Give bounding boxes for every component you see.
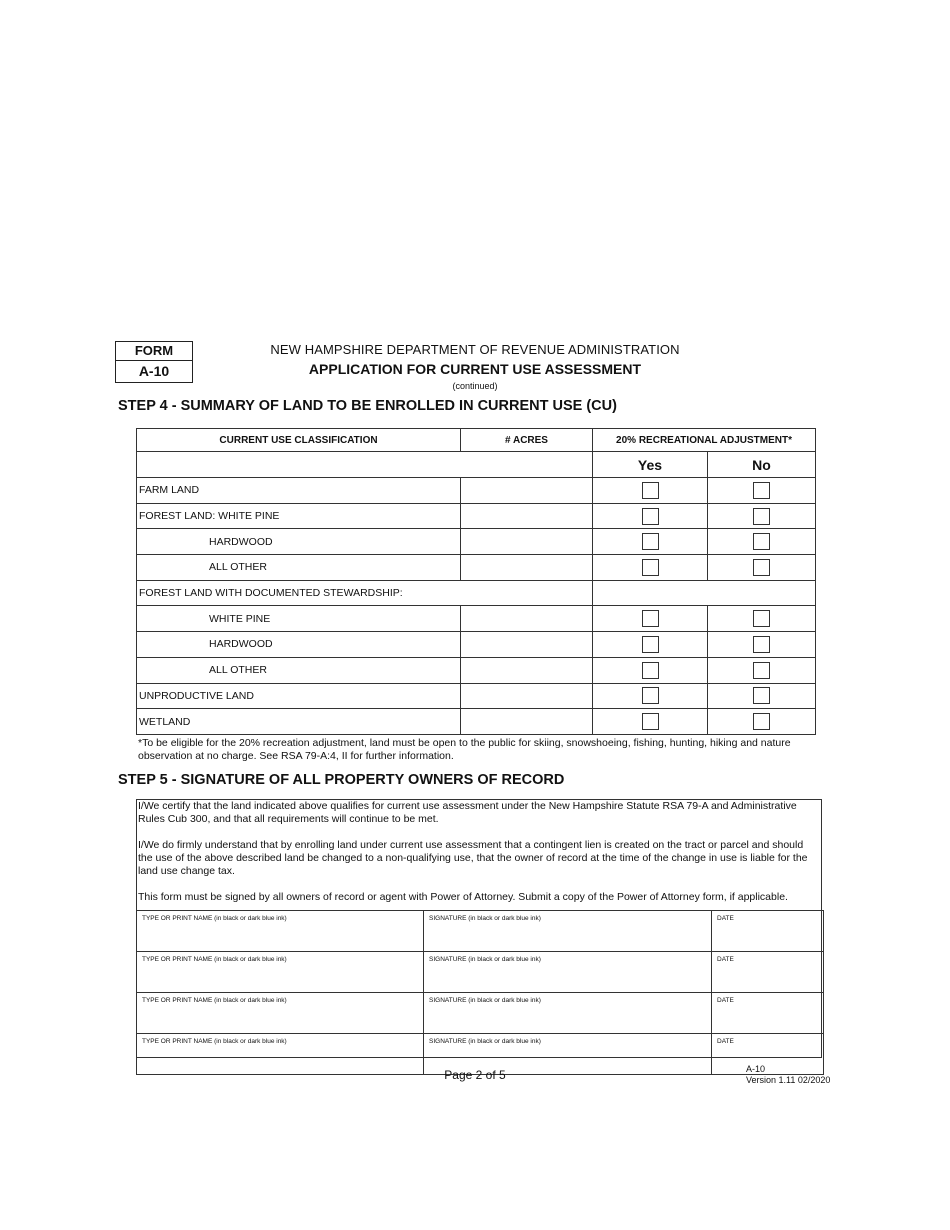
yes-checkbox[interactable]	[642, 662, 659, 679]
form-label: FORM	[116, 342, 192, 361]
row-label: FARM LAND	[137, 478, 461, 504]
footer-form-id: A-10	[746, 1064, 766, 1074]
name-field[interactable]: TYPE OR PRINT NAME (in black or dark blue ink)	[137, 993, 424, 1034]
table-row	[137, 555, 816, 581]
table-row	[137, 606, 816, 632]
yes-checkbox[interactable]	[642, 482, 659, 499]
table-row	[137, 632, 816, 658]
signature-field[interactable]: SIGNATURE (in black or dark blue ink)	[424, 1034, 712, 1075]
continued-note: (continued)	[452, 381, 498, 391]
name-field[interactable]: TYPE OR PRINT NAME (in black or dark blue ink)	[137, 952, 424, 993]
department-name: NEW HAMPSHIRE DEPARTMENT OF REVENUE ADMINISTRATION	[270, 342, 680, 357]
step4-heading: STEP 4 - SUMMARY OF LAND TO BE ENROLLED IN CURRENT USE (CU)	[118, 398, 617, 414]
yes-checkbox[interactable]	[642, 687, 659, 704]
table-row	[137, 580, 816, 606]
row-label: HARDWOOD	[137, 632, 461, 658]
yes-checkbox[interactable]	[642, 610, 659, 627]
recreation-footnote: *To be eligible for the 20% recreation adjustment, land must be open to the public for skiing, snowshoeing, fishing, hunting, hiking and nature observation at no charge. See RSA 79-A:4, II for further information.	[138, 737, 791, 762]
acres-input[interactable]	[461, 555, 593, 581]
acres-input[interactable]	[461, 709, 593, 735]
yes-checkbox[interactable]	[642, 636, 659, 653]
signature-field[interactable]: SIGNATURE (in black or dark blue ink)	[424, 993, 712, 1034]
lien-paragraph: I/We do firmly understand that by enrolling land under current use assessment that a contingent lien is created on the tract or parcel and should the use of the above described land be changed to a non-qualifying use, that the owner of record at the time of the change in use is liable for the land use change tax.	[138, 839, 808, 877]
date-field[interactable]: DATE	[712, 952, 824, 993]
date-field[interactable]: DATE	[712, 911, 824, 952]
step5-heading: STEP 5 - SIGNATURE OF ALL PROPERTY OWNERS OF RECORD	[118, 772, 565, 788]
row-label: HARDWOOD	[137, 529, 461, 555]
table-row	[137, 709, 816, 735]
yes-checkbox[interactable]	[642, 533, 659, 550]
current-use-table	[136, 428, 816, 735]
row-label: WETLAND	[137, 709, 461, 735]
acres-input[interactable]	[461, 503, 593, 529]
no-checkbox[interactable]	[753, 713, 770, 730]
row-label: ALL OTHER	[137, 657, 461, 683]
form-number: A-10	[138, 363, 170, 379]
name-field[interactable]: TYPE OR PRINT NAME (in black or dark blue ink)	[137, 911, 424, 952]
name-field[interactable]: TYPE OR PRINT NAME (in black or dark blue ink)	[137, 1034, 424, 1075]
row-label: FOREST LAND WITH DOCUMENTED STEWARDSHIP:	[137, 580, 593, 606]
acres-input[interactable]	[461, 529, 593, 555]
signature-field[interactable]: SIGNATURE (in black or dark blue ink)	[424, 952, 712, 993]
yes-checkbox[interactable]	[642, 559, 659, 576]
no-checkbox[interactable]	[753, 559, 770, 576]
page-number: Page 2 of 5	[444, 1068, 506, 1082]
acres-input[interactable]	[461, 478, 593, 504]
no-header: No	[708, 452, 816, 478]
footer-version: Version 1.11 02/2020	[746, 1075, 831, 1085]
yes-checkbox[interactable]	[642, 713, 659, 730]
col-adjustment-header: 20% RECREATIONAL ADJUSTMENT*	[593, 429, 816, 452]
date-field[interactable]: DATE	[712, 1034, 824, 1075]
table-row	[137, 657, 816, 683]
col-classification-header: CURRENT USE CLASSIFICATION	[137, 429, 461, 452]
signature-field[interactable]: SIGNATURE (in black or dark blue ink)	[424, 911, 712, 952]
signature-row	[137, 993, 824, 1034]
row-label: ALL OTHER	[137, 555, 461, 581]
date-field[interactable]: DATE	[712, 993, 824, 1034]
no-checkbox[interactable]	[753, 533, 770, 550]
row-label: FOREST LAND: WHITE PINE	[137, 503, 461, 529]
no-checkbox[interactable]	[753, 482, 770, 499]
row-label: WHITE PINE	[137, 606, 461, 632]
table-row	[137, 683, 816, 709]
version-info	[746, 1064, 830, 1086]
row-label: UNPRODUCTIVE LAND	[137, 683, 461, 709]
signature-table	[136, 910, 824, 1075]
acres-input[interactable]	[461, 632, 593, 658]
signing-requirement-paragraph: This form must be signed by all owners of record or agent with Power of Attorney. Submit a copy of the Power of Attorney form, if applicable.	[138, 891, 788, 903]
blank-header-cell	[137, 452, 593, 478]
form-title: APPLICATION FOR CURRENT USE ASSESSMENT	[308, 361, 642, 377]
signature-row	[137, 952, 824, 993]
table-row	[137, 503, 816, 529]
no-checkbox[interactable]	[753, 508, 770, 525]
acres-input[interactable]	[461, 606, 593, 632]
blank-cell	[593, 580, 816, 606]
yes-checkbox[interactable]	[642, 508, 659, 525]
no-checkbox[interactable]	[753, 687, 770, 704]
yes-header: Yes	[593, 452, 708, 478]
acres-input[interactable]	[461, 657, 593, 683]
col-acres-header: # ACRES	[461, 429, 593, 452]
no-checkbox[interactable]	[753, 636, 770, 653]
certification-paragraph: I/We certify that the land indicated above qualifies for current use assessment under the New Hampshire Statute RSA 79-A and Administrative Rules Cub 300, and that all requirements will continue to be met.	[138, 800, 797, 825]
table-row	[137, 478, 816, 504]
no-checkbox[interactable]	[753, 610, 770, 627]
no-checkbox[interactable]	[753, 662, 770, 679]
table-row	[137, 529, 816, 555]
acres-input[interactable]	[461, 683, 593, 709]
signature-row	[137, 911, 824, 952]
